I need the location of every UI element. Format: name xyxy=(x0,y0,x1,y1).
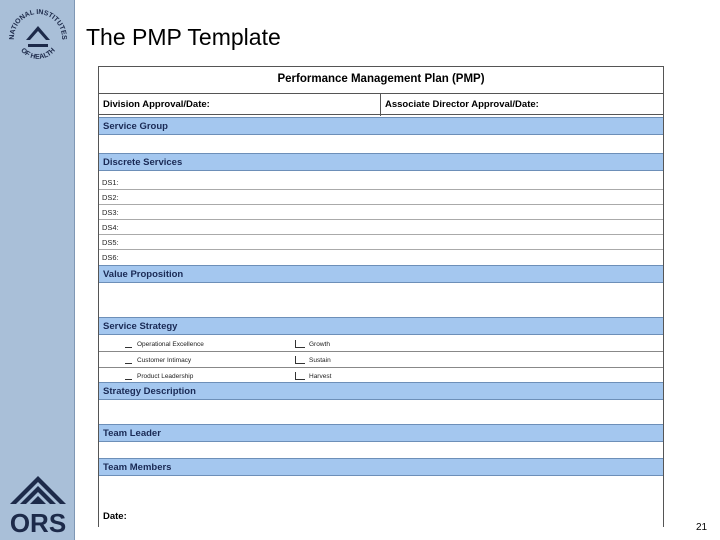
ds-row-3[interactable]: DS3: xyxy=(99,205,663,220)
option-harvest[interactable]: Harvest xyxy=(295,372,331,382)
form-title: Performance Management Plan (PMP) xyxy=(277,73,485,85)
ds-row-4[interactable]: DS4: xyxy=(99,220,663,235)
associate-director-approval-field[interactable]: Associate Director Approval/Date: xyxy=(385,99,539,110)
option-operational-excellence[interactable]: Operational Excellence xyxy=(125,340,204,350)
nih-seal-logo xyxy=(4,2,72,70)
date-field[interactable]: Date: xyxy=(103,511,127,522)
slide-title: The PMP Template xyxy=(86,24,281,50)
ors-logo xyxy=(6,470,70,536)
value-proposition-label: Value Proposition xyxy=(103,269,184,280)
svg-text:OF HEALTH xyxy=(19,47,57,61)
option-customer-intimacy[interactable]: Customer Intimacy xyxy=(125,356,191,366)
section-value-proposition xyxy=(99,265,663,283)
team-leader-input[interactable] xyxy=(99,442,663,458)
option-product-leadership[interactable]: Product Leadership xyxy=(125,372,193,382)
service-group-input[interactable] xyxy=(99,135,663,153)
team-members-label: Team Members xyxy=(103,462,172,473)
team-leader-label: Team Leader xyxy=(103,428,161,439)
discrete-services-label: Discrete Services xyxy=(103,157,183,168)
ds-row-1[interactable]: DS1: xyxy=(99,175,663,190)
page-number: 21 xyxy=(696,522,708,533)
ors-logo-text: ORS xyxy=(9,508,67,536)
checkbox-icon xyxy=(295,356,305,364)
divider xyxy=(99,367,663,368)
ds-row-2[interactable]: DS2: xyxy=(99,190,663,205)
ds-row-5[interactable]: DS5: xyxy=(99,235,663,250)
service-group-label: Service Group xyxy=(103,121,168,132)
section-strategy-description xyxy=(99,382,663,400)
value-proposition-input[interactable] xyxy=(99,283,663,317)
option-sustain[interactable]: Sustain xyxy=(295,356,331,366)
option-blank-icon xyxy=(125,373,132,380)
nih-text-bottom: OF HEALTH xyxy=(19,47,57,61)
divider xyxy=(99,351,663,352)
option-blank-icon xyxy=(125,357,132,364)
section-discrete-services xyxy=(99,153,663,171)
sidebar-bar xyxy=(0,0,75,540)
approval-row xyxy=(99,93,663,115)
section-team-leader xyxy=(99,424,663,442)
svg-text:NATIONAL INSTITUTES xyxy=(9,9,67,40)
checkbox-icon xyxy=(295,340,305,348)
option-blank-icon xyxy=(125,341,132,348)
checkbox-icon xyxy=(295,372,305,380)
pmp-form xyxy=(98,66,664,527)
nih-text-top: NATIONAL INSTITUTES xyxy=(8,8,68,40)
team-members-input[interactable] xyxy=(99,476,663,506)
section-team-members xyxy=(99,458,663,476)
ds-row-6[interactable]: DS6: xyxy=(102,253,119,262)
option-growth[interactable]: Growth xyxy=(295,340,330,350)
service-strategy-label: Service Strategy xyxy=(103,321,178,332)
strategy-description-input[interactable] xyxy=(99,400,663,424)
section-service-strategy xyxy=(99,317,663,335)
strategy-description-label: Strategy Description xyxy=(103,386,196,397)
section-service-group xyxy=(99,117,663,135)
division-approval-field[interactable]: Division Approval/Date: xyxy=(99,94,381,116)
